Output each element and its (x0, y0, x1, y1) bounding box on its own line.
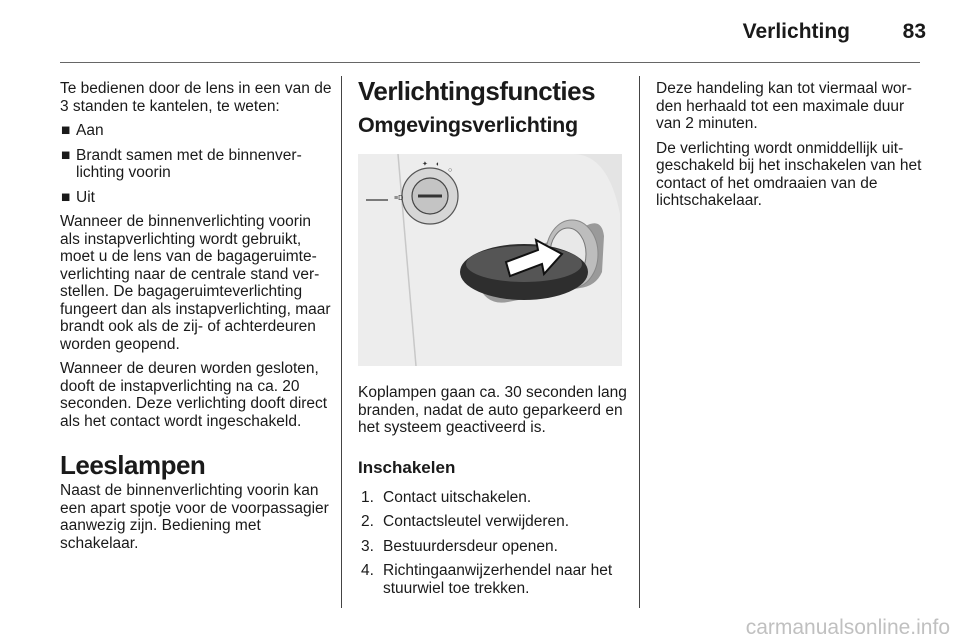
paragraph: Naast de binnenverlichting voorin kan een apart spotje voor de voorpassagier aanwezig zijn. Bediening met schakelaar. (60, 482, 329, 552)
intro-paragraph: Te bedienen door de lens in een van de 3 standen te kantelen, te weten: (60, 80, 332, 115)
subsection-heading: Omgevingsverlichting (358, 113, 578, 137)
watermark: carmanualsonline.info (745, 616, 950, 639)
list-item: ■ Uit (61, 188, 95, 206)
bullet-square-icon: ■ (61, 188, 71, 206)
svg-text:≡D: ≡D (394, 195, 404, 202)
list-item: 3. Bestuurdersdeur openen. (361, 537, 558, 555)
paragraph: Wanneer de deuren worden gesloten, dooft de instapverlichting na ca. 20 seconden. Deze verlichting dooft direct als het contact wordt ingeschakeld. (60, 360, 328, 430)
left-column (60, 80, 332, 559)
middle-column (358, 76, 630, 604)
svg-text:○: ○ (448, 167, 453, 174)
list-item: ■ Aan (61, 122, 104, 139)
list-item: ■ Brandt samen met de binnenverlichting voorin (61, 146, 302, 181)
paragraph: Wanneer de binnenverlichting voorin als instapverlichting wordt gebruikt, moet u de lens van de bagageruimteverlichting naar de centrale stand verstellen. De bagageruimteverlichting fungeert dan als instapverlichting, maar brandt ook als de zij- of achterdeuren worden geopend. (60, 213, 331, 353)
header-title: Verlichting (742, 20, 850, 43)
paragraph: Deze handeling kan tot viermaal worden herhaald tot een maximale duur van 2 minuten. (656, 80, 912, 132)
header-divider (60, 62, 920, 63)
bullet-square-icon: ■ (61, 122, 71, 139)
list-item: 4. Richtingaanwijzerhendel naar het stuurwiel toe trekken. (361, 562, 613, 597)
list-item: 2. Contactsleutel verwijderen. (361, 513, 570, 530)
list-item: 1. Contact uitschakelen. (361, 488, 532, 506)
paragraph: De verlichting wordt onmiddellijk uitgeschakeld bij het inschakelen van het contact of het omdraaien van de lichtschakelaar. (656, 139, 922, 209)
svg-text:◐: ◐ (436, 161, 441, 168)
subheading-inschakelen: Inschakelen (358, 457, 456, 477)
column-divider-1 (341, 76, 342, 608)
right-column (656, 80, 926, 217)
column-divider-2 (639, 76, 640, 608)
bullet-square-icon: ■ (61, 146, 71, 164)
svg-text:✦: ✦ (422, 161, 428, 168)
section-heading: Verlichtingsfuncties (358, 76, 596, 106)
page-number: 83 (902, 20, 926, 43)
light-switch-illustration-icon (358, 154, 622, 366)
section-heading-leeslampen: Leeslampen (60, 450, 206, 480)
paragraph: Koplampen gaan ca. 30 seconden lang branden, nadat de auto geparkeerd en het systeem geactiveerd is. (358, 384, 627, 436)
